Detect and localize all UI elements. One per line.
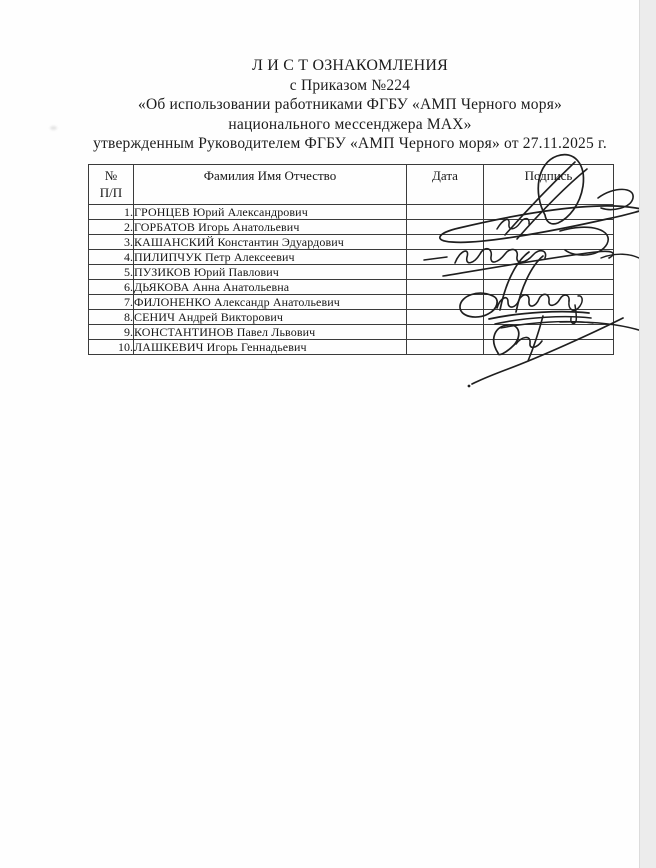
column-header-number-line2: П/П <box>99 185 123 200</box>
row-number-cell: 1. <box>89 205 134 220</box>
row-signature-cell <box>484 235 614 250</box>
table-row <box>89 205 614 220</box>
row-name-cell: ЛАШКЕВИЧ Игорь Геннадьевич <box>134 340 407 355</box>
document-subtitle-line: утвержденным Руководителем ФГБУ «АМП Черного моря» от 27.11.2025 г. <box>93 135 607 152</box>
row-signature-cell <box>484 205 614 220</box>
row-signature-cell <box>484 325 614 340</box>
row-date-cell <box>407 310 484 325</box>
row-signature-cell <box>484 250 614 265</box>
row-name-cell: ПУЗИКОВ Юрий Павлович <box>134 265 407 280</box>
row-signature-cell <box>484 220 614 235</box>
row-name-cell: ГОРБАТОВ Игорь Анатольевич <box>134 220 407 235</box>
row-name-cell: ДЬЯКОВА Анна Анатольевна <box>134 280 407 295</box>
table-header-row <box>89 165 614 205</box>
table-row <box>89 295 614 310</box>
table-row <box>89 340 614 355</box>
table-row <box>89 265 614 280</box>
row-number-cell: 6. <box>89 280 134 295</box>
document-subtitle-line: национального мессенджера МАХ» <box>228 115 472 133</box>
table-row <box>89 325 614 340</box>
row-number-cell: 4. <box>89 250 134 265</box>
row-date-cell <box>407 295 484 310</box>
row-number-cell: 7. <box>89 295 134 310</box>
row-signature-cell <box>484 340 614 355</box>
column-header-number-line1: № <box>104 168 118 183</box>
row-signature-cell <box>484 310 614 325</box>
row-date-cell <box>407 220 484 235</box>
column-header-date: Дата <box>407 165 484 205</box>
table-row <box>89 250 614 265</box>
row-name-cell: КАШАНСКИЙ Константин Эдуардович <box>134 235 407 250</box>
row-name-cell: СЕНИЧ Андрей Викторович <box>134 310 407 325</box>
column-header-signature: Подпись <box>484 165 614 205</box>
row-name-cell: ФИЛОНЕНКО Александр Анатольевич <box>134 295 407 310</box>
table-row <box>89 280 614 295</box>
row-date-cell <box>407 205 484 220</box>
row-date-cell <box>407 250 484 265</box>
row-number-cell: 5. <box>89 265 134 280</box>
scan-smudge-artifact <box>50 126 57 130</box>
row-name-cell: ПИЛИПЧУК Петр Алексеевич <box>134 250 407 265</box>
document-title: Л И С Т ОЗНАКОМЛЕНИЯ <box>252 57 448 74</box>
row-date-cell <box>407 235 484 250</box>
row-number-cell: 2. <box>89 220 134 235</box>
row-date-cell <box>407 340 484 355</box>
table-row <box>89 220 614 235</box>
row-name-cell: КОНСТАНТИНОВ Павел Львович <box>134 325 407 340</box>
document-subtitle-line: с Приказом №224 <box>289 76 411 94</box>
row-date-cell <box>407 325 484 340</box>
row-number-cell: 3. <box>89 235 134 250</box>
column-header-number <box>89 165 134 205</box>
row-number-cell: 10. <box>89 340 134 355</box>
row-signature-cell <box>484 280 614 295</box>
row-date-cell <box>407 280 484 295</box>
column-header-name: Фамилия Имя Отчество <box>134 165 407 205</box>
row-number-cell: 9. <box>89 325 134 340</box>
table-body <box>89 205 614 355</box>
row-number-cell: 8. <box>89 310 134 325</box>
row-signature-cell <box>484 295 614 310</box>
row-date-cell <box>407 265 484 280</box>
table-row <box>89 310 614 325</box>
row-name-cell: ГРОНЦЕВ Юрий Александрович <box>134 205 407 220</box>
scan-edge-band <box>639 0 656 868</box>
table-row <box>89 235 614 250</box>
familiarization-table <box>88 164 614 355</box>
row-signature-cell <box>484 265 614 280</box>
document-heading <box>44 56 656 154</box>
document-subtitle-line: «Об использовании работниками ФГБУ «АМП Черного моря» <box>138 96 562 113</box>
